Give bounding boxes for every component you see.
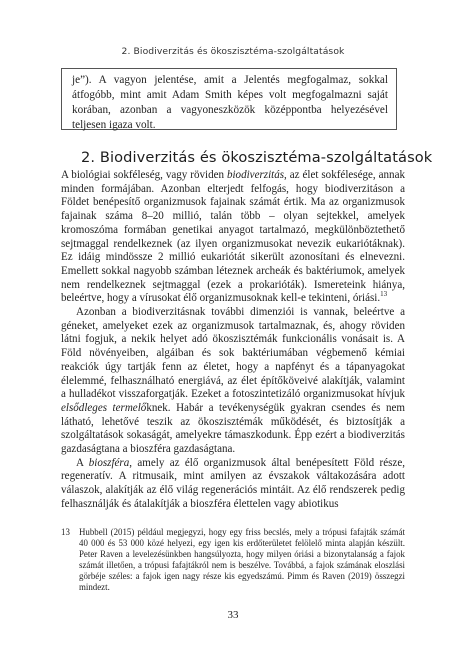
footnotes bbox=[61, 527, 405, 593]
boxed-quote-text: je”). A vagyon jelentése, amit a Jelentés megfogalmaz, sokkal átfogóbb, mint amit Adam Smith képes volt megfogalmazni saját korában, azonban a vagyoneszközök középpontba helyezésével teljesen igaza volt. bbox=[72, 74, 388, 131]
paragraph-1-text-b: , az élet sokfélesége, annak minden formájában. Azonban elterjedt felfogás, hogy biodiverzitáson a Földet benépesítő organizmusok fajainak számát értik. Ma az organizmusok fajainak száma 8–20 millió, talán több – olyan sejtekkel, amelyek kromoszóma formában genetikai anyagot tartalmazó, megkülönböztethető sejtmaggal rendelkeznek (az ilyen organizmusokat nevezik eukariótáknak). Ez idáig mindössze 2 millió eukariótát sikerült azonosítani és elnevezni. Emellett sokkal nagyobb számban léteznek archeák és baktériumok, amelyek nem rendelkeznek sejtmaggal (ezek a prokarióták). Ismereteink hiánya, beleértve, hogy a vírusokat élő organizmusoknak kell-e tekinteni, óriási. bbox=[61, 169, 405, 305]
paragraph-3-text-b: , amely az élő organizmusok által benépesített Föld része, regeneratív. A ritmusaik, mint amilyen az évszakok váltakozására adott válaszok, alakítják az élő világ regenerációs mintáit. Az élő rendszerek pedig felhasználják és átalakítják a bioszféra élettelen vagy abiotikus bbox=[61, 456, 405, 510]
paragraph-3-text-a: A bbox=[76, 456, 89, 469]
paragraph-2-emphasis: elsődleges termelő bbox=[61, 401, 147, 414]
running-head: 2. Biodiverzitás és ökoszisztéma-szolgáltatások bbox=[121, 46, 345, 57]
paragraph-1-text-a: A biológiai sokféleség, vagy röviden bbox=[61, 169, 227, 181]
body-text bbox=[61, 169, 405, 512]
paragraph-2-text-a: Azonban a biodiverzitásnak további dimenziói is vannak, beleértve a géneket, amelyeket ezek az organizmusok tartalmaznak, és, ahogy röviden látni fogjuk, a nekik helyet adó ökoszisztémák funkcionális vonásait is. A Föld növényeiben, algáiban és sok baktériumában végbemenő kémiai reakciók úgy tartják fenn az életet, hogy a napfényt és a tápanyagokat élelemmé, felhasználható energiává, az élet építőköveivé alakítják, valamint a hulladékot visszaforgatják. Ezeket a fotoszintetizáló organizmusokat hívjuk bbox=[61, 306, 405, 401]
boxed-quote bbox=[61, 68, 397, 130]
footnote-number: 13 bbox=[61, 527, 70, 537]
section-title: 2. Biodiverzitás és ökoszisztéma-szolgáltatások bbox=[81, 149, 433, 166]
paragraph-2 bbox=[61, 306, 405, 457]
paragraph-1-emphasis: biodiverzitás bbox=[226, 169, 285, 181]
paragraph-3 bbox=[61, 457, 405, 512]
page-number: 33 bbox=[227, 609, 239, 621]
footnote-text: Hubbell (2015) például megjegyzi, hogy egy friss becslés, mely a trópusi fafajták számát 40 000 és 53 000 közé helyezi, egy igen kis erdőterületet felölelő minta alapján készült. Peter Raven a levelezésünkben hangsúlyozta, hogy milyen óriási a bizonytalanság a fajok számát illetően, a trópusi fafajtákról nem is beszélve. Továbbá, a fajok számának eloszlási görbéje széles: a fajok igen nagy része kis egyedszámú. Pimm és Raven (2019) összegzi mindezt. bbox=[79, 527, 405, 593]
paragraph-3-emphasis: bioszféra bbox=[88, 456, 130, 469]
footnote-ref[interactable]: 13 bbox=[380, 290, 388, 299]
paragraph-1 bbox=[61, 169, 405, 306]
footnote-13 bbox=[61, 527, 405, 593]
paragraph-2-text-b: knek. Habár a tevékenységük gyakran csendes és nem látható, lehetővé teszik az ökoszisztémák működését, és biztosítják a szolgáltatások sokaságát, amelyekre támaszkodunk. Épp ezért a biodiverzitás gazdaságtana a bioszféra gazdaságtana. bbox=[61, 401, 405, 456]
